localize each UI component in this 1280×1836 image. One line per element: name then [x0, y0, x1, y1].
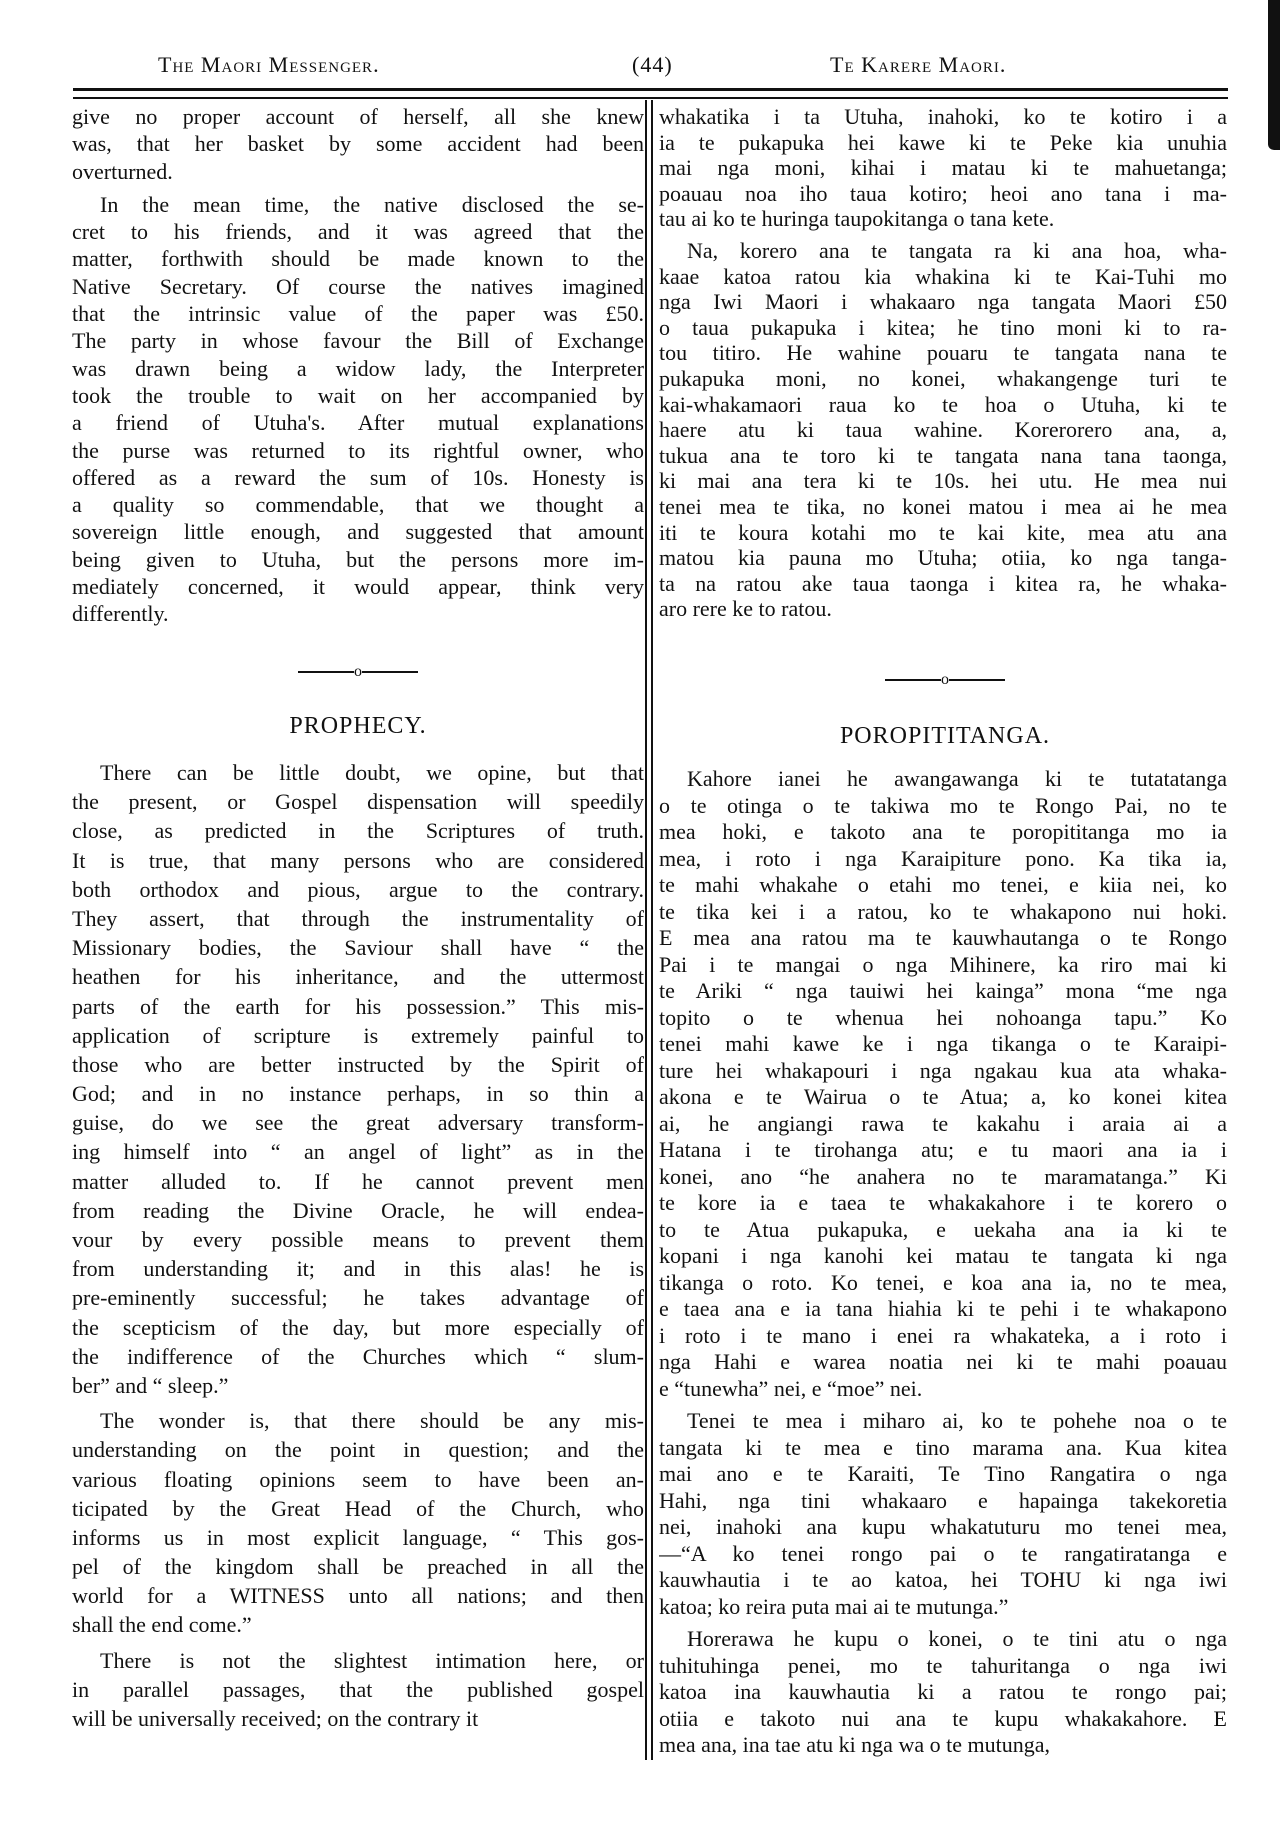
text-line: Missionary bodies, the Saviour shall have “ the	[72, 935, 644, 961]
text-line: Na, korero ana te tangata ra ki ana hoa, wha-	[687, 237, 1227, 263]
text-line: konei, ano “he anahera no te maramatanga.” Ki	[659, 1163, 1227, 1189]
english-article-continued	[72, 103, 644, 628]
text-line: offered as a reward the sum of 10s. Honesty is	[72, 464, 644, 490]
text-line: give no proper account of herself, all she knew	[72, 104, 644, 129]
paragraph	[72, 1406, 644, 1640]
text-line: world for a WITNESS unto all nations; and then	[72, 1583, 644, 1609]
text-line: Pai i te mangai o nga Mihinere, ka riro mai ki	[659, 951, 1227, 977]
text-line: In the mean time, the native disclosed the se-	[100, 191, 644, 217]
text-line: the present, or Gospel dispensation will speedily	[72, 789, 644, 815]
text-line: i roto i te mano i enei ra whakateka, a i roto i	[659, 1322, 1227, 1348]
text-line: shall the end come.”	[72, 1612, 252, 1638]
text-line: They assert, that through the instrumentality of	[72, 905, 644, 931]
text-line: to te Atua pukapuka, e uekaha ana ia ki te	[659, 1216, 1227, 1242]
text-line: ai, he angiangi rawa te kakahu i araia ai a	[659, 1110, 1227, 1136]
text-line: There can be little doubt, we opine, but that	[100, 760, 644, 785]
text-line: the scepticism of the day, but more especially of	[72, 1314, 644, 1340]
page-number: (44)	[632, 52, 673, 77]
text-line: ture hei whakapouri i nga ngakau kua ata whaka-	[659, 1057, 1227, 1083]
text-line: tau ai ko te huringa taupokitanga o tana kete.	[659, 206, 1055, 232]
text-line: E mea ana ratou ma te kauwhautanga o te Rongo	[659, 925, 1227, 950]
paragraph	[659, 1626, 1227, 1759]
text-line: katoa; ko reira puta mai ai te mutunga.”	[659, 1593, 1009, 1619]
text-line: te Ariki “ nga tauiwi hei kainga” mona “me nga	[659, 978, 1227, 1003]
page-edge	[1268, 0, 1280, 150]
text-line: e taea ana e ia tana hiahia ki te pehi i te whakapono	[659, 1296, 1227, 1321]
text-line: matou kia pauna mo Utuha; otiia, ko nga tanga-	[659, 545, 1227, 571]
text-line: Hatana i te tirohanga atu; e tu maori ana ia i	[659, 1137, 1227, 1162]
text-line: kauwhautia i te ao katoa, hei TOHU ki nga iwi	[659, 1567, 1227, 1592]
text-line: heathen for his inheritance, and the uttermost	[72, 964, 644, 990]
text-line: Hahi, nga tini whakaaro e hapainga takekoretia	[659, 1487, 1227, 1513]
article-heading-maori: POROPITITANGA.	[839, 723, 1051, 749]
text-line: the indifference of the Churches which “ slum-	[72, 1343, 644, 1369]
text-line: application of scripture is extremely painful to	[72, 1022, 644, 1048]
text-line: nei, inahoki ana kupu whakatuturu mo tenei mea,	[659, 1514, 1227, 1539]
text-line: te kore ia e taea te whakakahore i te korero o	[659, 1190, 1227, 1215]
text-line: —“A ko tenei rongo pai o te rangatiratanga e	[659, 1540, 1227, 1566]
paragraph	[72, 191, 644, 628]
text-line: tukua ana te toro ki te tangata nana tana taonga,	[659, 442, 1227, 468]
text-line: close, as predicted in the Scriptures of truth.	[72, 818, 644, 844]
text-line: kai-whakamaori raua ko te hoa o Utuha, ki te	[659, 391, 1227, 417]
text-line: tenei mahi kawe ke i nga tikanga o te Karaipi-	[659, 1031, 1227, 1056]
text-line: te tika kei i a ratou, ko te whakapono nui hoki.	[659, 898, 1227, 924]
text-line: tangata ki te mea e tino marama ana. Kua kitea	[659, 1434, 1227, 1460]
text-line: The wonder is, that there should be any mis-	[100, 1408, 644, 1434]
text-line: It is true, that many persons who are considered	[72, 847, 644, 873]
text-line: Tenei te mea i miharo ai, ko te pohehe noa o te	[687, 1408, 1227, 1433]
text-line: will be universally received; on the contrary it	[72, 1706, 479, 1731]
header-rule	[73, 88, 1228, 91]
text-line: otiia e takoto nui ana te kupu whakakahore. E	[659, 1705, 1227, 1731]
text-line: differently.	[72, 601, 169, 627]
text-line: a friend of Utuha's. After mutual explanations	[72, 410, 644, 436]
text-line: cret to his friends, and it was agreed that the	[72, 219, 644, 245]
text-line: tou titiro. He wahine pouaru te tangata nana te	[659, 340, 1227, 366]
paragraph	[659, 766, 1227, 1402]
text-line: The party in whose favour the Bill of Exchange	[72, 328, 644, 354]
text-line: pukapuka moni, no konei, whakangenge turi te	[659, 365, 1227, 391]
text-line: informs us in most explicit language, “ This gos-	[72, 1524, 644, 1550]
text-line: being given to Utuha, but the persons more im-	[72, 546, 644, 572]
text-line: tuhituhinga penei, mo te tahuritanga o nga iwi	[659, 1652, 1227, 1678]
text-line: mea, i roto i nga Karaipiture pono. Ka tika ia,	[659, 845, 1227, 871]
section-ornament: o	[659, 671, 1231, 689]
prophecy-article	[72, 758, 644, 1733]
text-line: matter alluded to. If he cannot prevent men	[72, 1168, 644, 1194]
section-ornament: o	[72, 663, 644, 681]
text-line: vour by every possible means to prevent them	[72, 1227, 644, 1252]
paragraph	[659, 1408, 1227, 1620]
text-line: Native Secretary. Of course the natives imagined	[72, 273, 644, 299]
text-line: that the intrinsic value of the paper was £50.	[72, 301, 644, 327]
text-line: kopani i nga kanohi kei matau te tangata ki nga	[659, 1243, 1227, 1268]
text-line: mea hoki, e takoto ana te poropititanga mo ia	[659, 819, 1227, 844]
text-line: ia te pukapuka hei kawe ki te Peke kia unuhia	[659, 129, 1227, 155]
text-line: sovereign little enough, and suggested that amount	[72, 519, 644, 545]
text-line: There is not the slightest intimation here, or	[100, 1647, 644, 1673]
text-line: in parallel passages, that the published gospel	[72, 1676, 644, 1702]
text-line: mai nga moni, kihai i matau ki te mahuetanga;	[659, 155, 1227, 181]
text-line: o te otinga o te takiwa mo te Rongo Pai, no te	[659, 792, 1227, 818]
text-line: o taua pukapuka i kitea; he tino moni ki to ra-	[659, 314, 1227, 340]
text-line: tikanga o roto. Ko tenei, e koa ana ia, no te mea,	[659, 1269, 1227, 1295]
paragraph	[72, 758, 644, 1400]
text-line: poauau noa iho taua kotiro; heoi ano tana i ma-	[659, 180, 1227, 206]
text-line: matter, forthwith should be made known to the	[72, 246, 644, 272]
text-line: mai ano e te Karaiti, Te Tino Rangatira o nga	[659, 1461, 1227, 1486]
text-line: was, that her basket by some accident had been	[72, 131, 644, 157]
paragraph	[659, 104, 1227, 232]
text-line: kaae katoa ratou kia whakina ki te Kai-Tuhi mo	[659, 263, 1227, 289]
text-line: nga Hahi e warea noatia nei ki te mahi poauau	[659, 1349, 1227, 1374]
text-line: nga Iwi Maori i whakaaro nga tangata Maori £50	[659, 289, 1227, 315]
article-heading-english: PROPHECY.	[289, 713, 427, 739]
text-line: whakatika i ta Utuha, inahoki, ko te kotiro i a	[659, 104, 1227, 129]
text-line: ticipated by the Great Head of the Church, who	[72, 1495, 644, 1521]
text-line: mea ana, ina tae atu ki nga wa o te mutunga,	[659, 1732, 1050, 1757]
text-line: the purse was returned to its rightful owner, who	[72, 437, 644, 463]
text-line: a quality so commendable, that we thought a	[72, 492, 644, 518]
text-line: parts of the earth for his possession.” This mis-	[72, 993, 644, 1019]
text-line: those who are better instructed by the Spirit of	[72, 1051, 644, 1077]
text-line: various floating opinions seem to have been an-	[72, 1466, 644, 1492]
paragraph	[659, 238, 1227, 622]
text-line: topito o te whenua hei nohoanga tapu.” Ko	[659, 1004, 1227, 1030]
text-line: pel of the kingdom shall be preached in all the	[72, 1554, 644, 1580]
text-line: ber” and “ sleep.”	[72, 1372, 229, 1398]
poropititanga-article	[659, 766, 1227, 1759]
text-line: katoa ina kauwhautia ki a ratou te rongo pai;	[659, 1679, 1227, 1704]
paragraph	[72, 103, 644, 185]
maori-article-continued	[659, 104, 1227, 622]
column-divider	[651, 100, 653, 1760]
column-divider	[645, 100, 647, 1760]
text-line: te mahi whakahe o etahi mo tenei, e kiia nei, ko	[659, 872, 1227, 897]
text-line: tenei mea te tika, no konei matou i mea ai he mea	[659, 493, 1227, 519]
text-line: overturned.	[72, 158, 173, 184]
text-line: God; and in no instance perhaps, in so thin a	[72, 1081, 644, 1107]
text-line: understanding on the point in question; and the	[72, 1437, 644, 1463]
text-line: from reading the Divine Oracle, he will endea-	[72, 1197, 644, 1223]
text-line: both orthodox and pious, argue to the contrary.	[72, 876, 644, 902]
text-line: ta na ratou ake taua taonga i kitea ra, he whaka-	[659, 570, 1227, 596]
text-line: Kahore ianei he awangawanga ki te tutatatanga	[687, 766, 1227, 791]
text-line: haere atu ki taua wahine. Korerorero ana, a,	[659, 417, 1227, 443]
text-line: ing himself into “ an angel of light” as in the	[72, 1139, 644, 1165]
text-line: pre-eminently successful; he takes advantage of	[72, 1285, 644, 1311]
text-line: was drawn being a widow lady, the Interpreter	[72, 355, 644, 381]
text-line: e “tunewha” nei, e “moe” nei.	[659, 1375, 923, 1401]
header-rule	[73, 97, 1228, 99]
text-line: mediately concerned, it would appear, think very	[72, 574, 644, 600]
masthead-english: The Maori Messenger.	[158, 52, 380, 77]
text-line: from understanding it; and in this alas! he is	[72, 1256, 644, 1282]
text-line: Horerawa he kupu o konei, o te tini atu o nga	[687, 1626, 1227, 1651]
paragraph	[72, 1646, 644, 1734]
text-line: guise, do we see the great adversary transform-	[72, 1110, 644, 1136]
masthead-maori: Te Karere Maori.	[830, 52, 1007, 77]
text-line: ki mai ana tera ki te 10s. hei utu. He mea nui	[659, 468, 1227, 494]
text-line: aro rere ke to ratou.	[659, 596, 832, 622]
text-line: took the trouble to wait on her accompanied by	[72, 382, 644, 408]
text-line: iti te koura kotahi mo te kai kite, mea atu ana	[659, 519, 1227, 545]
text-line: akona e te Wairua o te Atua; a, ko konei kitea	[659, 1084, 1227, 1109]
